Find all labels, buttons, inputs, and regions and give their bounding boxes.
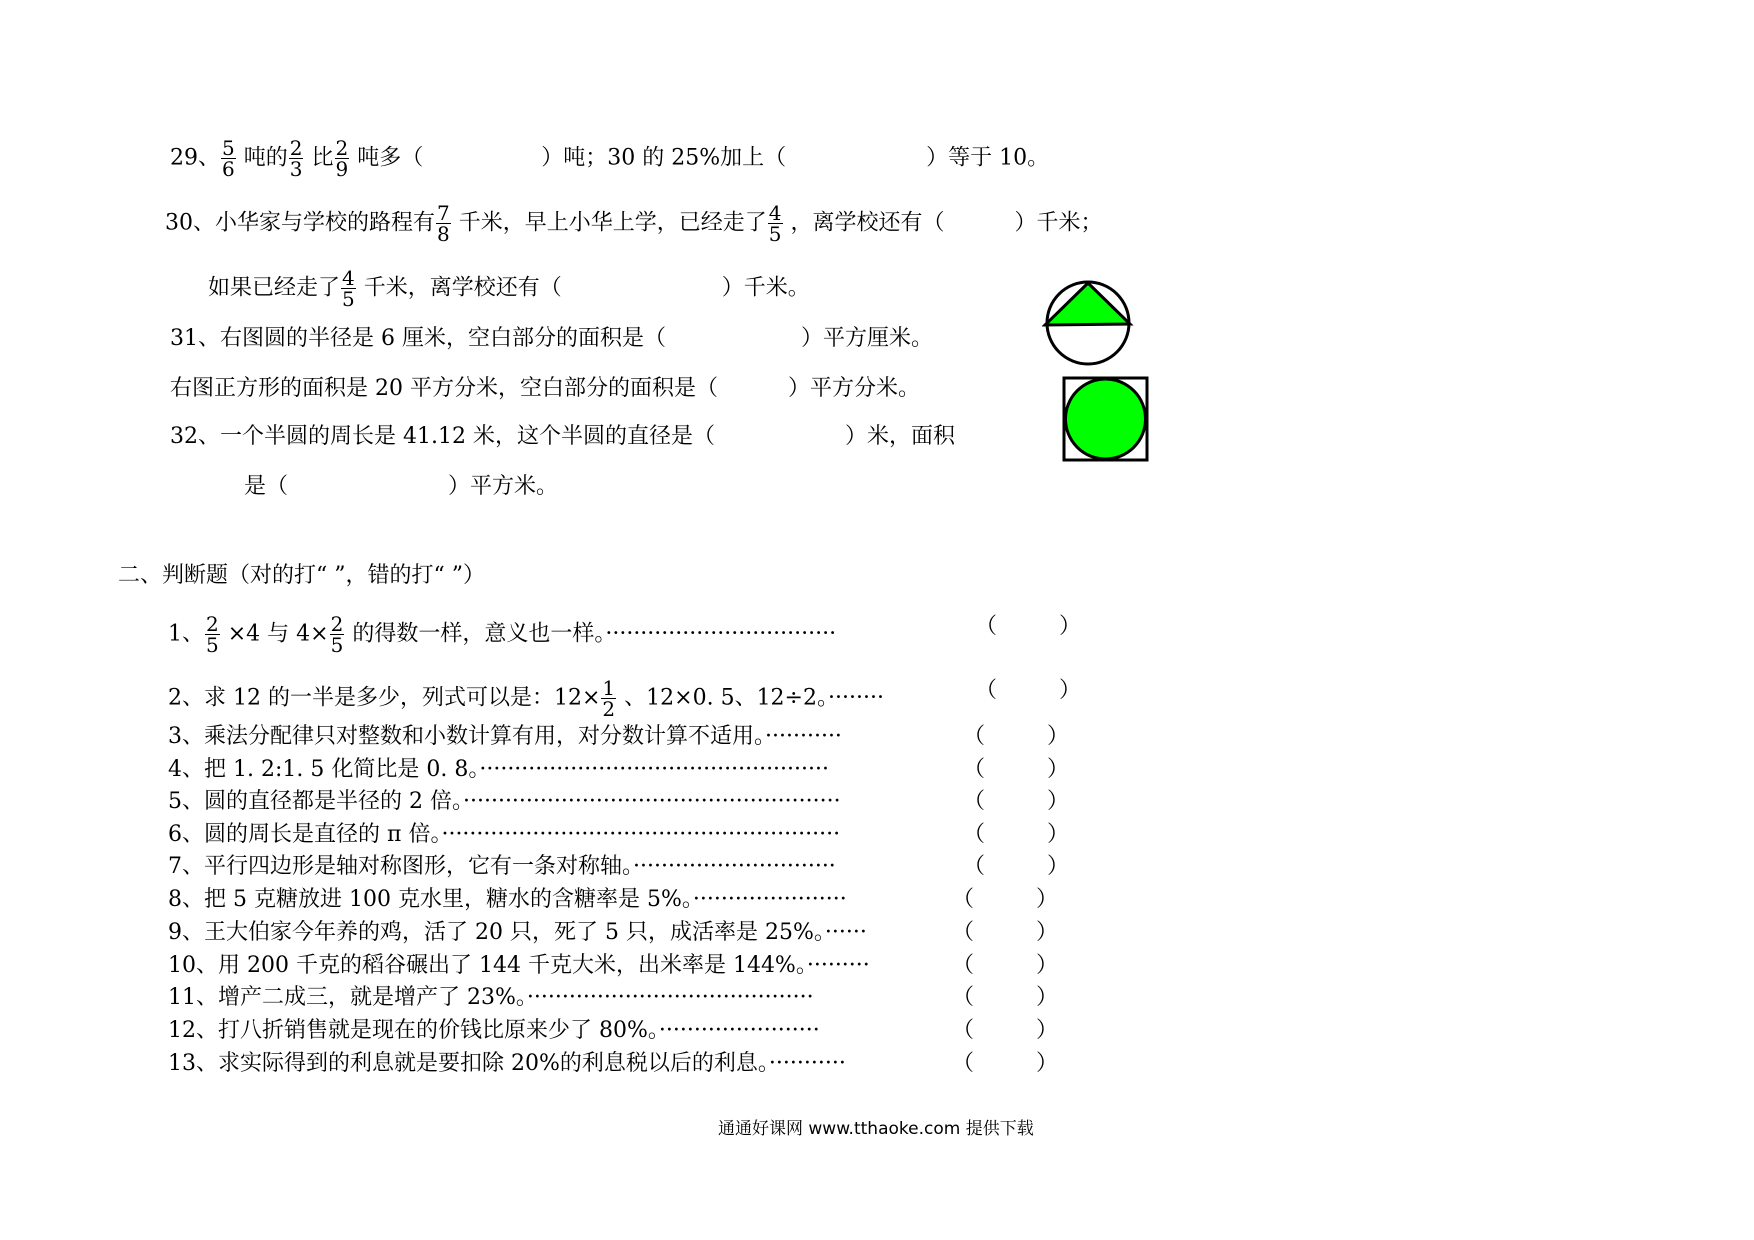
judge-answer[interactable]: （ ） <box>952 920 1059 945</box>
judge-answer[interactable]: （ ） <box>952 1051 1059 1076</box>
q32-line1: 32、一个半圆的周长是 41.12 米，这个半圆的直径是（ ）米，面积 <box>170 424 955 449</box>
section-title: 二、判断题（对的打“ ”，错的打“ ”） <box>118 563 485 588</box>
fraction-1-2: $\frac{1}{2}$ <box>602 676 616 721</box>
judge-item-1-answer[interactable]: （ ） <box>975 614 1082 639</box>
q30-line1: 30、小华家与学校的路程有 $\frac{7}{8}$ 千米，早上小华上学，已经走了 $\frac{4}{5}$ ，离学校还有（ ）千米； <box>165 201 1103 246</box>
judge-item-1: 1、 $\frac{2}{5}$ ×4 与 4× $\frac{2}{5}$ 的得数一样，意义也一样。································· <box>168 612 837 657</box>
judge-item: 7、平行四边形是轴对称图形，它有一条对称轴。····························· <box>168 854 836 879</box>
judge-answer[interactable]: （ ） <box>963 757 1070 782</box>
judge-item: 13、求实际得到的利息就是要扣除 20%的利息税以后的利息。··········· <box>168 1051 846 1076</box>
fraction-2-5: $\frac{2}{5}$ <box>206 612 219 657</box>
fraction-5-6: $\frac{5}{6}$ <box>222 136 235 181</box>
footer-text: 通通好课网 www.tthaoke.com 提供下载 <box>718 1119 1034 1139</box>
q29-line: 29、 $\frac{5}{6}$ 吨的 $\frac{2}{3}$ 比 $\frac{2}{9}$ 吨多（ ）吨；30 的 25%加上（ ）等于 10。 <box>170 136 1050 181</box>
fraction-2-5: $\frac{2}{5}$ <box>330 612 344 657</box>
fraction-4-5: $\frac{4}{5}$ <box>342 266 355 311</box>
judge-answer[interactable]: （ ） <box>963 854 1070 879</box>
judge-item: 12、打八折销售就是现在的价钱比原来少了 80%。······················· <box>168 1018 820 1043</box>
q32-line2: 是（ ）平方米。 <box>244 474 559 499</box>
q30-line2: 如果已经走了 $\frac{4}{5}$ 千米，离学校还有（ ）千米。 <box>208 266 810 311</box>
judge-answer[interactable]: （ ） <box>963 822 1070 847</box>
fraction-2-3: $\frac{2}{3}$ <box>289 136 303 181</box>
judge-answer[interactable]: （ ） <box>963 724 1070 749</box>
judge-item: 6、圆的周长是直径的 π 倍。························································· <box>168 822 841 847</box>
judge-item: 11、增产二成三，就是增产了 23%。········································· <box>168 985 814 1010</box>
judge-item: 9、王大伯家今年养的鸡，活了 20 只，死了 5 只，成活率是 25%。······ <box>168 920 867 945</box>
judge-item: 3、乘法分配律只对整数和小数计算有用，对分数计算不适用。··········· <box>168 724 842 749</box>
judge-item: 4、把 1. 2:1. 5 化简比是 0. 8。·················································· <box>168 757 830 782</box>
judge-answer[interactable]: （ ） <box>952 1018 1059 1043</box>
square-circle-figure <box>1062 376 1152 466</box>
judge-item-2: 2、求 12 的一半是多少，列式可以是：12× $\frac{1}{2}$ 、12×0. 5、12÷2。········ <box>168 676 884 721</box>
fraction-2-9: $\frac{2}{9}$ <box>335 136 349 181</box>
circle-triangle-figure <box>1042 278 1134 368</box>
judge-item-2-answer[interactable]: （ ） <box>975 678 1082 703</box>
judge-answer[interactable]: （ ） <box>952 985 1059 1010</box>
judge-item: 5、圆的直径都是半径的 2 倍。······················································ <box>168 789 841 814</box>
fraction-7-8: $\frac{7}{8}$ <box>437 201 450 246</box>
judge-answer[interactable]: （ ） <box>952 887 1059 912</box>
judge-item: 10、用 200 千克的稻谷碾出了 144 千克大米，出米率是 144%。········· <box>168 953 870 978</box>
judge-answer[interactable]: （ ） <box>963 789 1070 814</box>
q31-line1: 31、右图圆的半径是 6 厘米，空白部分的面积是（ ）平方厘米。 <box>170 326 933 351</box>
fraction-4-5: $\frac{4}{5}$ <box>768 201 782 246</box>
judge-item: 8、把 5 克糖放进 100 克水里，糖水的含糖率是 5%。······················ <box>168 887 847 912</box>
q31-line2: 右图正方形的面积是 20 平方分米，空白部分的面积是（ ）平方分米。 <box>170 376 920 401</box>
judge-answer[interactable]: （ ） <box>952 953 1059 978</box>
